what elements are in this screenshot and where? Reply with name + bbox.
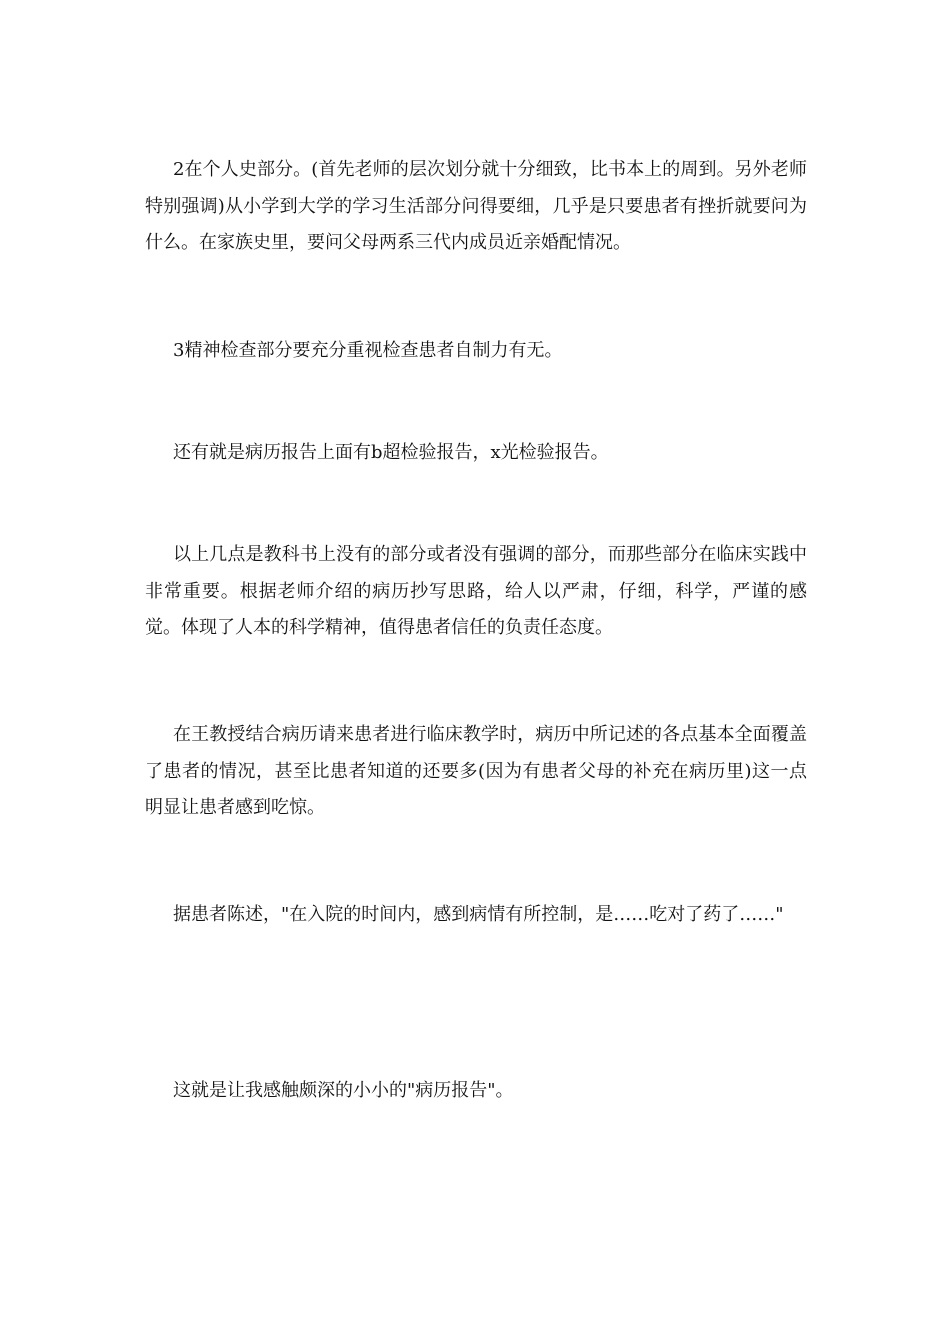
paragraph-conclusion: 这就是让我感触颇深的小小的"病历报告"。 (173, 1080, 514, 1101)
paragraph-mental-exam: 3精神检查部分要充分重视检查患者自制力有无。 (173, 340, 563, 361)
paragraph-reports: 还有就是病历报告上面有b超检验报告，x光检验报告。 (173, 442, 609, 463)
paragraph-clinical-teaching: 在王教授结合病历请来患者进行临床教学时，病历中所记述的各点基本全面覆盖了患者的情况，甚至比患者知道的还要多(因为有患者父母的补充在病历里)这一点明显让患者感到吃惊。 (145, 724, 807, 818)
paragraph-summary: 以上几点是教科书上没有的部分或者没有强调的部分，而那些部分在临床实践中非常重要。根据老师介绍的病历抄写思路，给人以严肃，仔细，科学，严谨的感觉。体现了人本的科学精神，值得患者信任的负责任态度。 (145, 544, 807, 638)
paragraph-personal-history: 2在个人史部分。(首先老师的层次划分就十分细致，比书本上的周到。另外老师特别强调)从小学到大学的学习生活部分问得要细，几乎是只要患者有挫折就要问为什么。在家族史里，要问父母两系三代内成员近亲婚配情况。 (145, 159, 807, 253)
paragraph-patient-statement: 据患者陈述，"在入院的时间内，感到病情有所控制，是……吃对了药了……" (173, 904, 784, 925)
